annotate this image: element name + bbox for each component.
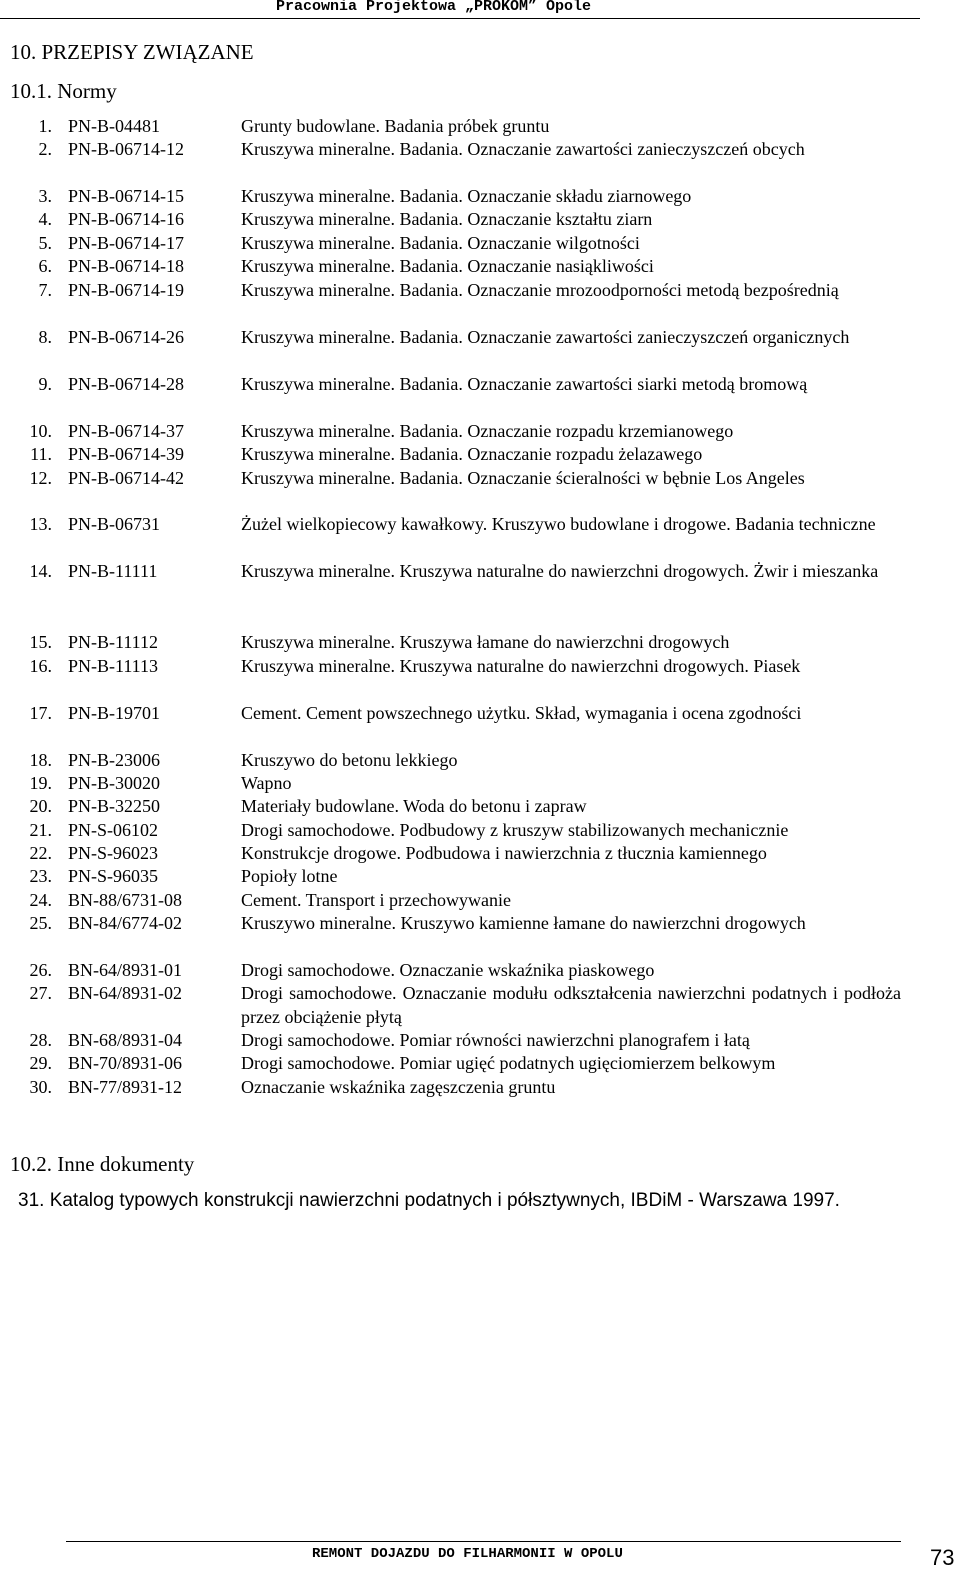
norm-code: BN-77/8931-12: [68, 1077, 182, 1097]
norm-number: 17.: [29, 703, 52, 723]
norm-title: Kruszywo do betonu lekkiego: [241, 750, 458, 770]
norm-code: PN-B-11113: [68, 656, 158, 676]
norm-number: 1.: [38, 116, 52, 136]
norm-number: 4.: [38, 209, 52, 229]
norm-code: PN-B-19701: [68, 703, 161, 723]
norm-number: 11.: [30, 444, 52, 464]
norm-title: Drogi samochodowe. Podbudowy z kruszyw stabilizowanych mechanicznie: [241, 820, 789, 840]
norm-code: PN-S-96035: [68, 866, 159, 886]
norm-title: Konstrukcje drogowe. Podbudowa i nawierzchnia z tłucznia kamiennego: [241, 843, 767, 863]
norm-code: PN-B-06714-12: [68, 139, 184, 159]
norm-code: PN-B-06714-16: [68, 209, 184, 229]
norm-code: PN-S-96023: [68, 843, 159, 863]
norm-number: 3.: [38, 186, 52, 206]
norm-title: Kruszywa mineralne. Kruszywa naturalne do nawierzchni drogowych. Żwir i mieszanka: [241, 561, 879, 581]
norm-title: Materiały budowlane. Woda do betonu i zapraw: [241, 796, 587, 816]
norm-number: 25.: [29, 913, 52, 933]
norm-code: PN-B-32250: [68, 796, 161, 816]
norm-title: Kruszywa mineralne. Badania. Oznaczanie rozpadu żelazawego: [241, 444, 703, 464]
norm-number: 5.: [38, 233, 52, 253]
norm-code: BN-64/8931-02: [68, 983, 182, 1003]
norm-number: 9.: [38, 374, 52, 394]
norm-code: PN-B-06714-17: [68, 233, 184, 253]
norm-number: 28.: [29, 1030, 52, 1050]
norm-title: Kruszywa mineralne. Badania. Oznaczanie zawartości zanieczyszczeń organicznych: [241, 327, 850, 347]
norm-code: PN-B-06714-39: [68, 444, 184, 464]
section-title: 10. PRZEPISY ZWIĄZANE: [10, 40, 254, 64]
norm-title: Kruszywa mineralne. Badania. Oznaczanie nasiąkliwości: [241, 256, 654, 276]
norm-code: PN-B-06714-15: [68, 186, 184, 206]
norm-title: Kruszywa mineralne. Badania. Oznaczanie kształtu ziarn: [241, 209, 653, 229]
norm-title: Cement. Transport i przechowywanie: [241, 890, 511, 910]
norm-title: Cement. Cement powszechnego użytku. Skład, wymagania i ocena zgodności: [241, 703, 802, 723]
norm-code: BN-68/8931-04: [68, 1030, 182, 1050]
norm-number: 18.: [29, 750, 52, 770]
norm-title: Kruszywa mineralne. Badania. Oznaczanie ścieralności w bębnie Los Angeles: [241, 468, 805, 488]
norm-number: 23.: [29, 866, 52, 886]
norm-number: 27.: [29, 983, 52, 1003]
other-doc-item: 31. Katalog typowych konstrukcji nawierzchni podatnych i półsztywnych, IBDiM - Warszawa 1997.: [18, 1190, 840, 1211]
norm-number: 12.: [29, 468, 52, 488]
norm-title: Wapno: [241, 773, 292, 793]
norm-number: 22.: [29, 843, 52, 863]
norm-code: PN-B-06714-26: [68, 327, 184, 347]
norm-title: Kruszywa mineralne. Badania. Oznaczanie zawartości siarki metodą bromową: [241, 374, 808, 394]
norm-code: PN-S-06102: [68, 820, 159, 840]
norm-number: 30.: [29, 1077, 52, 1097]
norm-title: Kruszywa mineralne. Badania. Oznaczanie mrozoodporności metodą bezpośrednią: [241, 280, 839, 300]
footer-text: REMONT DOJAZDU DO FILHARMONII W OPOLU: [312, 1546, 623, 1562]
norm-code: PN-B-30020: [68, 773, 161, 793]
norm-code: BN-64/8931-01: [68, 960, 182, 980]
norm-number: 16.: [29, 656, 52, 676]
norm-number: 7.: [38, 280, 52, 300]
norm-code: PN-B-06714-19: [68, 280, 184, 300]
norm-code: PN-B-11111: [68, 561, 158, 581]
norm-number: 24.: [29, 890, 52, 910]
header-text: Pracownia Projektowa „PROKOM” Opole: [275, 0, 591, 15]
norm-number: 8.: [38, 327, 52, 347]
norm-code: PN-B-06714-42: [68, 468, 184, 488]
norm-number: 14.: [29, 561, 52, 581]
subsection-norms-title: 10.1. Normy: [10, 79, 117, 103]
norm-number: 13.: [29, 514, 52, 534]
norm-code: BN-70/8931-06: [68, 1053, 182, 1073]
norm-title: Kruszywo mineralne. Kruszywo kamienne łamane do nawierzchni drogowych: [241, 913, 806, 933]
norm-number: 26.: [29, 960, 52, 980]
norm-title: Kruszywa mineralne. Kruszywa naturalne do nawierzchni drogowych. Piasek: [241, 656, 801, 676]
page-number: 73: [930, 1545, 955, 1570]
norm-title: Kruszywa mineralne. Badania. Oznaczanie rozpadu krzemianowego: [241, 421, 734, 441]
norm-title: Drogi samochodowe. Pomiar ugięć podatnych ugięciomierzem belkowym: [241, 1053, 776, 1073]
norm-code: PN-B-11112: [68, 632, 158, 652]
norm-title: Kruszywa mineralne. Badania. Oznaczanie zawartości zanieczyszczeń obcych: [241, 139, 805, 159]
norm-code: BN-88/6731-08: [68, 890, 182, 910]
norm-title: Drogi samochodowe. Pomiar równości nawierzchni planografem i łatą: [241, 1030, 750, 1050]
norm-title: Grunty budowlane. Badania próbek gruntu: [241, 116, 550, 136]
norm-number: 2.: [38, 139, 52, 159]
page-header: [0, 0, 920, 19]
norm-title: Kruszywa mineralne. Badania. Oznaczanie wilgotności: [241, 233, 640, 253]
norm-number: 20.: [29, 796, 52, 816]
footer-divider: [66, 1541, 901, 1542]
norm-code: PN-B-23006: [68, 750, 161, 770]
norm-code: PN-B-04481: [68, 116, 161, 136]
norm-number: 15.: [29, 632, 52, 652]
norm-title: Drogi samochodowe. Oznaczanie modułu odkształcenia nawierzchni podatnych i podłoża przez obciążenie płytą: [241, 983, 901, 1027]
norm-code: PN-B-06714-18: [68, 256, 184, 276]
norm-title: Żużel wielkopiecowy kawałkowy. Kruszywo budowlane i drogowe. Badania techniczne: [241, 514, 876, 534]
norm-code: PN-B-06714-37: [68, 421, 184, 441]
norm-title: Drogi samochodowe. Oznaczanie wskaźnika piaskowego: [241, 960, 655, 980]
norm-title: Kruszywa mineralne. Kruszywa łamane do nawierzchni drogowych: [241, 632, 730, 652]
norm-code: PN-B-06731: [68, 514, 161, 534]
norm-number: 21.: [29, 820, 52, 840]
norm-title: Popioły lotne: [241, 866, 338, 886]
norm-code: PN-B-06714-28: [68, 374, 184, 394]
subsection-other-title: 10.2. Inne dokumenty: [10, 1152, 195, 1176]
norm-title: Kruszywa mineralne. Badania. Oznaczanie składu ziarnowego: [241, 186, 692, 206]
norm-code: BN-84/6774-02: [68, 913, 182, 933]
norm-number: 10.: [29, 421, 52, 441]
norm-number: 19.: [29, 773, 52, 793]
norm-number: 29.: [29, 1053, 52, 1073]
norm-title: Oznaczanie wskaźnika zagęszczenia gruntu: [241, 1077, 556, 1097]
norm-number: 6.: [38, 256, 52, 276]
